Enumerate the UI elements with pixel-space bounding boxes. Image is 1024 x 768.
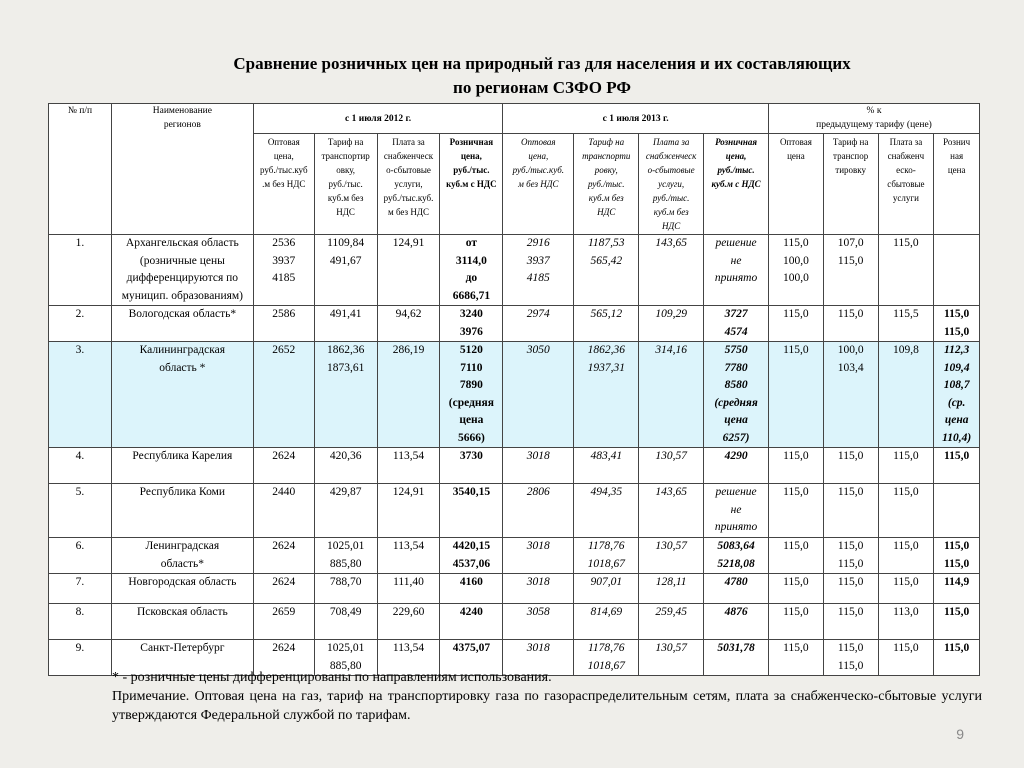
cell-pct-supply: 115,0 <box>878 235 934 306</box>
cell-retail-2013: 5750 7780 8580 (средняя цена 6257) <box>704 342 769 448</box>
header-region: Наименование регионов <box>111 104 253 235</box>
cell-retail-2012: 4375,07 <box>440 640 503 676</box>
cell-wholesale-2013: 3050 <box>503 342 574 448</box>
cell-supply-2013: 130,57 <box>639 538 704 574</box>
header-wholesale-2013: Оптовая цена, руб./тыс.куб. м без НДС <box>503 134 574 235</box>
cell-retail-2012: 4240 <box>440 604 503 640</box>
row-num: 7. <box>49 574 112 604</box>
table-row <box>49 342 980 448</box>
cell-pct-retail: 115,0 <box>934 604 980 640</box>
cell-pct-retail: 115,0 <box>934 640 980 676</box>
cell-supply-2013: 143,65 <box>639 484 704 538</box>
cell-wholesale-2012: 2586 <box>253 306 314 342</box>
cell-pct-retail: 115,0 115,0 <box>934 538 980 574</box>
row-region: Новгородская область <box>111 574 253 604</box>
row-num: 3. <box>49 342 112 448</box>
cell-retail-2012: 3540,15 <box>440 484 503 538</box>
cell-transport-2013: 814,69 <box>574 604 639 640</box>
cell-pct-transport: 100,0 103,4 <box>823 342 878 448</box>
cell-supply-2013: 130,57 <box>639 640 704 676</box>
cell-wholesale-2012: 2624 <box>253 538 314 574</box>
cell-pct-supply: 115,0 <box>878 640 934 676</box>
header-retail-2012: Розничная цена, руб./тыс. куб.м с НДС <box>440 134 503 235</box>
cell-pct-supply: 115,5 <box>878 306 934 342</box>
cell-supply-2012: 113,54 <box>377 538 440 574</box>
cell-retail-2012: от 3114,0 до 6686,71 <box>440 235 503 306</box>
cell-retail-2012: 3240 3976 <box>440 306 503 342</box>
row-num: 5. <box>49 484 112 538</box>
cell-supply-2012: 229,60 <box>377 604 440 640</box>
header-supply-2013: Плата за снабженческ о-сбытовые услуги, руб./тыс. куб.м без НДС <box>639 134 704 235</box>
cell-wholesale-2012: 2624 <box>253 448 314 484</box>
row-region: Республика Карелия <box>111 448 253 484</box>
cell-supply-2013: 128,11 <box>639 574 704 604</box>
price-comparison-table <box>48 103 980 676</box>
cell-supply-2012: 124,91 <box>377 484 440 538</box>
cell-transport-2012: 1025,01 885,80 <box>314 538 377 574</box>
cell-supply-2013: 143,65 <box>639 235 704 306</box>
cell-retail-2013: решение не принято <box>704 484 769 538</box>
cell-retail-2012: 5120 7110 7890 (средняя цена 5666) <box>440 342 503 448</box>
cell-wholesale-2013: 2974 <box>503 306 574 342</box>
cell-pct-retail: 115,0 <box>934 448 980 484</box>
header-2013: с 1 июля 2013 г. <box>503 104 769 134</box>
row-region: Архангельская область (розничные цены дифференцируются по муницип. образованиям) <box>111 235 253 306</box>
cell-supply-2012: 111,40 <box>377 574 440 604</box>
header-pct-transport: Тариф на транспор тировку <box>823 134 878 235</box>
cell-transport-2012: 1109,84 491,67 <box>314 235 377 306</box>
row-num: 4. <box>49 448 112 484</box>
cell-transport-2013: 907,01 <box>574 574 639 604</box>
cell-pct-wholesale: 115,0 <box>769 604 824 640</box>
cell-retail-2013: 5083,64 5218,08 <box>704 538 769 574</box>
cell-transport-2012: 788,70 <box>314 574 377 604</box>
note: Примечание. Оптовая цена на газ, тариф на транспортировку газа по газораспределительным сетям, плата за снабженческо-сбытовые услуги утверждаются Федеральной службой по тарифам. <box>112 689 982 723</box>
table-row <box>49 574 980 604</box>
cell-retail-2013: 5031,78 <box>704 640 769 676</box>
footnote: * - розничные цены дифференцированы по направлениям использования. <box>112 670 552 685</box>
cell-supply-2013: 109,29 <box>639 306 704 342</box>
cell-retail-2013: 4876 <box>704 604 769 640</box>
cell-wholesale-2013: 3018 <box>503 538 574 574</box>
header-supply-2012: Плата за снабженческ о-сбытовые услуги, руб./тыс.куб. м без НДС <box>377 134 440 235</box>
cell-retail-2012: 3730 <box>440 448 503 484</box>
cell-pct-transport: 107,0 115,0 <box>823 235 878 306</box>
cell-pct-wholesale: 115,0 <box>769 640 824 676</box>
page-number: 9 <box>956 726 964 742</box>
cell-pct-wholesale: 115,0 <box>769 538 824 574</box>
cell-wholesale-2013: 2916 3937 4185 <box>503 235 574 306</box>
table-row <box>49 306 980 342</box>
cell-supply-2013: 259,45 <box>639 604 704 640</box>
cell-retail-2013: 3727 4574 <box>704 306 769 342</box>
cell-retail-2012: 4420,15 4537,06 <box>440 538 503 574</box>
title-line-2: по регионам СЗФО РФ <box>453 78 631 97</box>
row-region: Республика Коми <box>111 484 253 538</box>
cell-pct-wholesale: 115,0 <box>769 342 824 448</box>
cell-pct-transport: 115,0 <box>823 574 878 604</box>
header-2012: с 1 июля 2012 г. <box>253 104 502 134</box>
cell-retail-2013: 4290 <box>704 448 769 484</box>
cell-pct-supply: 115,0 <box>878 448 934 484</box>
cell-pct-transport: 115,0 115,0 <box>823 640 878 676</box>
cell-pct-supply: 109,8 <box>878 342 934 448</box>
cell-transport-2012: 491,41 <box>314 306 377 342</box>
cell-supply-2012: 113,54 <box>377 448 440 484</box>
cell-supply-2012: 113,54 <box>377 640 440 676</box>
cell-supply-2013: 130,57 <box>639 448 704 484</box>
header-transport-2012: Тариф на транспортир овку, руб./тыс. куб.м без НДС <box>314 134 377 235</box>
cell-pct-retail: 115,0 115,0 <box>934 306 980 342</box>
cell-pct-wholesale: 115,0 <box>769 484 824 538</box>
cell-wholesale-2013: 3018 <box>503 574 574 604</box>
table-row <box>49 538 980 574</box>
header-retail-2013: Розничная цена, руб./тыс. куб.м с НДС <box>704 134 769 235</box>
cell-supply-2012: 124,91 <box>377 235 440 306</box>
cell-pct-retail <box>934 484 980 538</box>
cell-pct-transport: 115,0 <box>823 448 878 484</box>
header-pct-retail: Рознич ная цена <box>934 134 980 235</box>
header-pct-wholesale: Оптовая цена <box>769 134 824 235</box>
cell-supply-2012: 286,19 <box>377 342 440 448</box>
cell-transport-2013: 483,41 <box>574 448 639 484</box>
row-num: 9. <box>49 640 112 676</box>
slide-title <box>0 52 1024 100</box>
cell-transport-2012: 1862,36 1873,61 <box>314 342 377 448</box>
header-num: № п/п <box>49 104 112 235</box>
cell-transport-2013: 1862,36 1937,31 <box>574 342 639 448</box>
cell-transport-2013: 565,12 <box>574 306 639 342</box>
cell-transport-2012: 429,87 <box>314 484 377 538</box>
cell-wholesale-2012: 2440 <box>253 484 314 538</box>
cell-supply-2012: 94,62 <box>377 306 440 342</box>
cell-retail-2013: 4780 <box>704 574 769 604</box>
header-percent: % к предыдущему тарифу (цене) <box>769 104 980 134</box>
header-pct-supply: Плата за снабженч еско- сбытовые услуги <box>878 134 934 235</box>
cell-transport-2013: 1178,76 1018,67 <box>574 640 639 676</box>
row-region: Псковская область <box>111 604 253 640</box>
cell-pct-transport: 115,0 <box>823 484 878 538</box>
row-num: 1. <box>49 235 112 306</box>
row-region: Санкт-Петербург <box>111 640 253 676</box>
cell-wholesale-2012: 2652 <box>253 342 314 448</box>
header-transport-2013: Тариф на транспорти ровку, руб./тыс. куб.м без НДС <box>574 134 639 235</box>
cell-pct-transport: 115,0 <box>823 306 878 342</box>
cell-transport-2013: 1187,53 565,42 <box>574 235 639 306</box>
table-row <box>49 448 980 484</box>
header-row-1 <box>49 104 980 134</box>
cell-pct-wholesale: 115,0 100,0 100,0 <box>769 235 824 306</box>
header-wholesale-2012: Оптовая цена, руб./тыс.куб .м без НДС <box>253 134 314 235</box>
cell-pct-supply: 113,0 <box>878 604 934 640</box>
cell-transport-2012: 420,36 <box>314 448 377 484</box>
cell-transport-2012: 1025,01 885,80 <box>314 640 377 676</box>
cell-wholesale-2013: 2806 <box>503 484 574 538</box>
cell-wholesale-2013: 3018 <box>503 448 574 484</box>
row-num: 6. <box>49 538 112 574</box>
row-region: Вологодская область* <box>111 306 253 342</box>
cell-retail-2013: решение не принято <box>704 235 769 306</box>
row-num: 8. <box>49 604 112 640</box>
cell-wholesale-2012: 2624 <box>253 574 314 604</box>
table-row <box>49 484 980 538</box>
cell-supply-2013: 314,16 <box>639 342 704 448</box>
cell-pct-wholesale: 115,0 <box>769 306 824 342</box>
cell-pct-wholesale: 115,0 <box>769 448 824 484</box>
cell-pct-retail: 112,3 109,4 108,7 (ср. цена 110,4) <box>934 342 980 448</box>
cell-pct-wholesale: 115,0 <box>769 574 824 604</box>
cell-transport-2013: 1178,76 1018,67 <box>574 538 639 574</box>
cell-transport-2013: 494,35 <box>574 484 639 538</box>
title-line-1: Сравнение розничных цен на природный газ для населения и их составляющих <box>233 54 851 73</box>
cell-pct-transport: 115,0 115,0 <box>823 538 878 574</box>
cell-pct-supply: 115,0 <box>878 484 934 538</box>
cell-pct-supply: 115,0 <box>878 538 934 574</box>
cell-wholesale-2013: 3058 <box>503 604 574 640</box>
cell-wholesale-2013: 3018 <box>503 640 574 676</box>
cell-wholesale-2012: 2624 <box>253 640 314 676</box>
cell-pct-retail: 114,9 <box>934 574 980 604</box>
cell-pct-supply: 115,0 <box>878 574 934 604</box>
table-row <box>49 235 980 306</box>
table-row <box>49 604 980 640</box>
cell-transport-2012: 708,49 <box>314 604 377 640</box>
row-region: Ленинградская область* <box>111 538 253 574</box>
cell-wholesale-2012: 2536 3937 4185 <box>253 235 314 306</box>
row-num: 2. <box>49 306 112 342</box>
cell-wholesale-2012: 2659 <box>253 604 314 640</box>
cell-retail-2012: 4160 <box>440 574 503 604</box>
cell-pct-retail <box>934 235 980 306</box>
row-region: Калининградская область * <box>111 342 253 448</box>
cell-pct-transport: 115,0 <box>823 604 878 640</box>
